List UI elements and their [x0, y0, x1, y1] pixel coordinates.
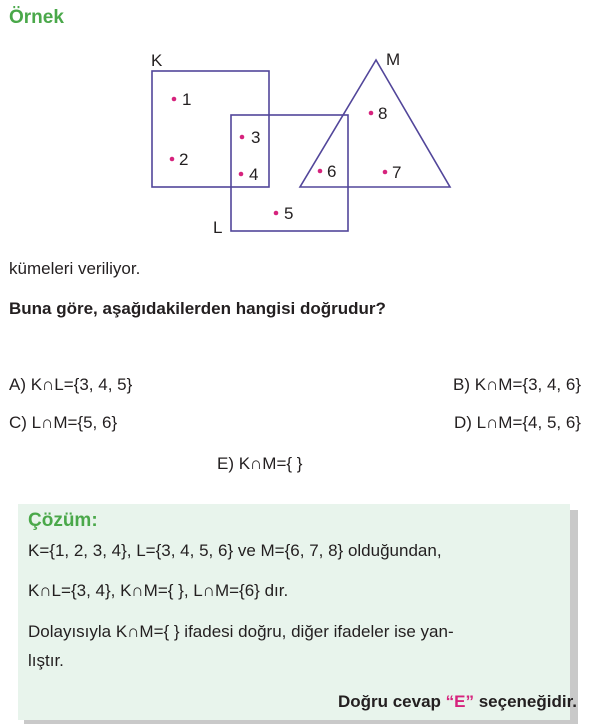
element-4 — [239, 165, 259, 184]
solution-line-4: lıştır. — [28, 651, 64, 670]
element-2-label: 2 — [179, 150, 189, 169]
element-1-label: 1 — [182, 90, 192, 109]
solution-line-1: K={1, 2, 3, 4}, L={3, 4, 5, 6} ve M={6, 7, 8} olduğundan, — [28, 541, 442, 560]
option-d[interactable]: D) L∩M={4, 5, 6} — [453, 413, 581, 432]
element-6 — [318, 162, 337, 181]
answer-suffix: seçeneğidir. — [474, 692, 577, 711]
set-m-triangle — [300, 60, 450, 187]
example-heading: Örnek — [9, 7, 64, 28]
answer-letter: “E” — [445, 692, 474, 711]
answer-line — [338, 692, 577, 712]
element-5-label: 5 — [284, 204, 294, 223]
solution-heading: Çözüm: — [28, 510, 98, 531]
intro-text: kümeleri veriliyor. — [9, 259, 141, 278]
solution-panel — [18, 504, 570, 720]
set-l-label: L — [213, 218, 223, 237]
option-e[interactable]: E) K∩M={ } — [217, 454, 303, 473]
solution-line-2: K∩L={3, 4}, K∩M={ }, L∩M={6} dır. — [28, 581, 289, 600]
solution-line-3: Dolayısıyla K∩M={ } ifadesi doğru, diğer ifadeler ise yan- — [28, 622, 454, 641]
answer-prefix: Doğru cevap — [337, 692, 446, 711]
element-8 — [369, 104, 388, 123]
question-text: Buna göre, aşağıdakilerden hangisi doğrudur? — [9, 299, 386, 318]
element-7 — [383, 163, 402, 182]
venn-diagram — [0, 0, 595, 250]
element-6-label: 6 — [327, 162, 337, 181]
element-1 — [172, 90, 192, 109]
element-3-label: 3 — [251, 128, 261, 147]
element-5 — [274, 204, 294, 223]
option-b[interactable]: B) K∩M={3, 4, 6} — [453, 375, 581, 394]
element-7-label: 7 — [392, 163, 402, 182]
element-4-label: 4 — [249, 165, 259, 184]
element-2 — [170, 150, 189, 169]
set-k-label: K — [151, 51, 163, 70]
set-m-label: M — [386, 50, 401, 69]
option-a[interactable]: A) K∩L={3, 4, 5} — [9, 375, 133, 394]
element-3 — [240, 128, 261, 147]
option-c[interactable]: C) L∩M={5, 6} — [9, 413, 118, 432]
element-8-label: 8 — [378, 104, 388, 123]
